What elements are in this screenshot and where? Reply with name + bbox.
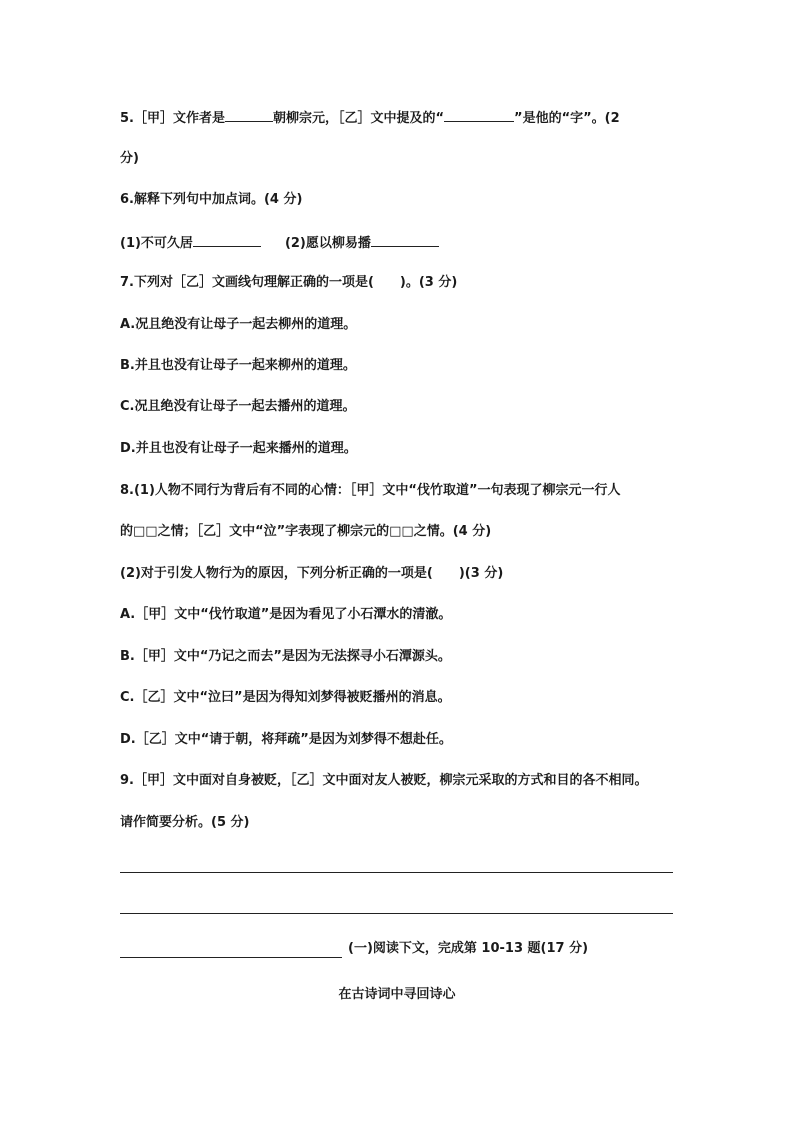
question-6-items bbox=[120, 233, 439, 253]
q6-item-1-text: (1)不可久居 bbox=[120, 236, 193, 251]
question-5-line-2: 分) bbox=[120, 151, 139, 166]
section-heading: (一)阅读下文，完成第 10-13 题(17 分) bbox=[348, 941, 589, 956]
question-8-line-2: 的□□之情；［乙］文中“泣”字表现了柳宗元的□□之情。(4 分) bbox=[120, 524, 492, 539]
q8-option-b[interactable]: B.［甲］文中“乃记之而去”是因为无法探寻小石潭源头。 bbox=[120, 649, 451, 664]
q5-text-2: 朝柳宗元，［乙］文中提及的“ bbox=[272, 111, 445, 126]
question-9-line-2: 请作简要分析。(5 分) bbox=[120, 815, 250, 830]
q5-blank-name[interactable] bbox=[444, 108, 514, 122]
q6-item-2-text: (2)愿以柳易播 bbox=[284, 236, 371, 251]
q7-option-d[interactable]: D.并且也没有让母子一起来播州的道理。 bbox=[120, 441, 357, 456]
q6-item-2-blank[interactable] bbox=[371, 233, 439, 247]
question-6-stem: 6.解释下列句中加点词。(4 分) bbox=[120, 192, 303, 207]
q8-option-a[interactable]: A.［甲］文中“伐竹取道”是因为看见了小石潭水的清澈。 bbox=[120, 607, 452, 622]
question-8-stem-2: (2)对于引发人物行为的原因，下列分析正确的一项是( )(3 分) bbox=[120, 566, 504, 581]
answer-line-3[interactable] bbox=[120, 957, 342, 958]
q7-option-c[interactable]: C.况且绝没有让母子一起去播州的道理。 bbox=[120, 399, 356, 414]
question-7-stem: 7.下列对［乙］文画线句理解正确的一项是( )。(3 分) bbox=[120, 275, 458, 290]
q8-option-d[interactable]: D.［乙］文中“请于朝，将拜疏”是因为刘梦得不想赴任。 bbox=[120, 732, 452, 747]
q7-option-b[interactable]: B.并且也没有让母子一起来柳州的道理。 bbox=[120, 358, 356, 373]
article-title: 在古诗词中寻回诗心 bbox=[338, 987, 456, 1002]
q5-blank-dynasty[interactable] bbox=[225, 108, 273, 122]
q5-text-1: 5.［甲］文作者是 bbox=[120, 111, 225, 126]
q6-item-1-blank[interactable] bbox=[193, 233, 261, 247]
q5-text-3: ”是他的“字”。(2 bbox=[514, 111, 620, 126]
q7-option-a[interactable]: A.况且绝没有让母子一起去柳州的道理。 bbox=[120, 317, 357, 332]
answer-line-2[interactable] bbox=[120, 913, 673, 914]
answer-line-1[interactable] bbox=[120, 872, 673, 873]
question-8-line-1: 8.(1)人物不同行为背后有不同的心情：［甲］文中“伐竹取道”一句表现了柳宗元一行人 bbox=[120, 483, 621, 498]
question-9-line-1: 9.［甲］文中面对自身被贬，［乙］文中面对友人被贬，柳宗元采取的方式和目的各不相同。 bbox=[120, 773, 648, 788]
q8-option-c[interactable]: C.［乙］文中“泣曰”是因为得知刘梦得被贬播州的消息。 bbox=[120, 690, 451, 705]
question-5-line-1 bbox=[120, 108, 620, 128]
